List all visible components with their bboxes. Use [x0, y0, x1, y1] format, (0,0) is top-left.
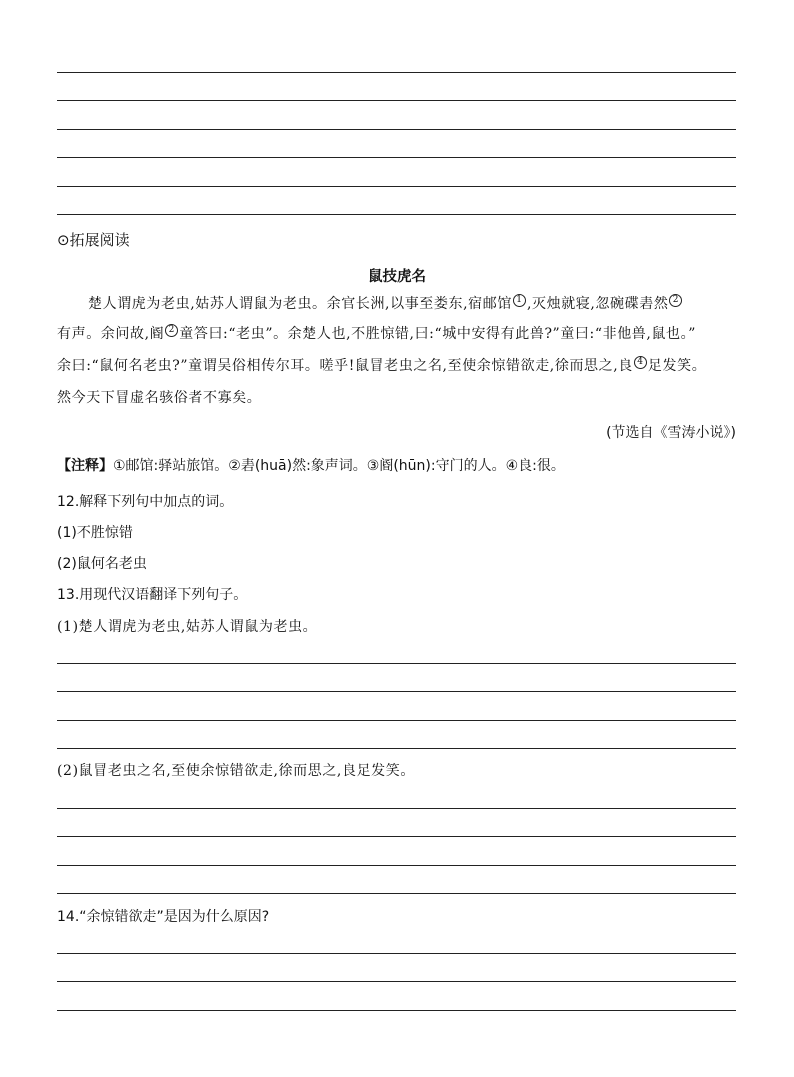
essay-line [57, 356, 706, 376]
question-14: 14.“余惊错欲走”是因为什么原因? [57, 909, 270, 925]
note-marker-icon: 2 [165, 324, 178, 337]
essay-text: 楚人谓虎为老虫,姑苏人谓鼠为老虫。余官长洲,以事至娄东,宿邮馆 [88, 296, 512, 312]
essay-text: ,灭烛就寝,忽碗碟砉然 [526, 296, 669, 312]
annotation-notes [57, 456, 565, 476]
section-heading [57, 230, 130, 250]
essay-text: 足发笑。 [647, 358, 707, 374]
question-13-2: (2)鼠冒老虫之名,至使余惊错欲走,徐而思之,良足发笑。 [57, 763, 415, 779]
answer-line [57, 808, 736, 809]
question-12-2: (2)鼠何名老虫 [57, 556, 147, 572]
answer-line [57, 214, 736, 215]
answer-line [57, 186, 736, 187]
answer-line [57, 865, 736, 866]
note-marker-icon: 1 [513, 294, 526, 307]
essay-title: 鼠技虎名 [368, 269, 426, 285]
answer-line [57, 748, 736, 749]
answer-line [57, 720, 736, 721]
answer-line [57, 129, 736, 130]
question-13-1: (1)楚人谓虎为老虫,姑苏人谓鼠为老虫。 [57, 619, 318, 635]
note-marker-icon: 4 [634, 356, 647, 369]
essay-line [88, 294, 683, 314]
notes-text: ①邮馆:驿站旅馆。②砉(huā)然:象声词。③阍(hūn):守门的人。④良:很。 [113, 458, 565, 474]
essay-text: 然今天下冒虚名骇俗者不寡矣。 [57, 390, 262, 406]
answer-line [57, 893, 736, 894]
answer-line [57, 663, 736, 664]
section-title: 拓展阅读 [69, 231, 130, 249]
essay-text: 有声。余问故,阍 [57, 326, 165, 342]
question-12: 12.解释下列句中加点的词。 [57, 494, 234, 510]
answer-line [57, 100, 736, 101]
answer-line [57, 691, 736, 692]
essay-text: 余曰:“鼠何名老虫?”童谓吴俗相传尔耳。嗟乎!鼠冒老虫之名,至使余惊错欲走,徐而思之,良 [57, 358, 633, 374]
section-mark-icon: ⊙ [57, 231, 70, 249]
answer-line [57, 1010, 736, 1011]
notes-label: 【注释】 [57, 458, 113, 474]
answer-line [57, 72, 736, 73]
answer-line [57, 836, 736, 837]
answer-line [57, 157, 736, 158]
question-13: 13.用现代汉语翻译下列句子。 [57, 587, 248, 603]
essay-source: (节选自《雪涛小说》) [606, 425, 736, 441]
essay-line [57, 388, 261, 408]
essay-text: 童答曰:“老虫”。余楚人也,不胜惊错,曰:“城中安得有此兽?”童曰:“非他兽,鼠也。” [179, 326, 696, 342]
essay-line [57, 324, 696, 344]
note-marker-icon: 2 [669, 294, 682, 307]
answer-line [57, 981, 736, 982]
question-12-1: (1)不胜惊错 [57, 525, 133, 541]
answer-line [57, 953, 736, 954]
